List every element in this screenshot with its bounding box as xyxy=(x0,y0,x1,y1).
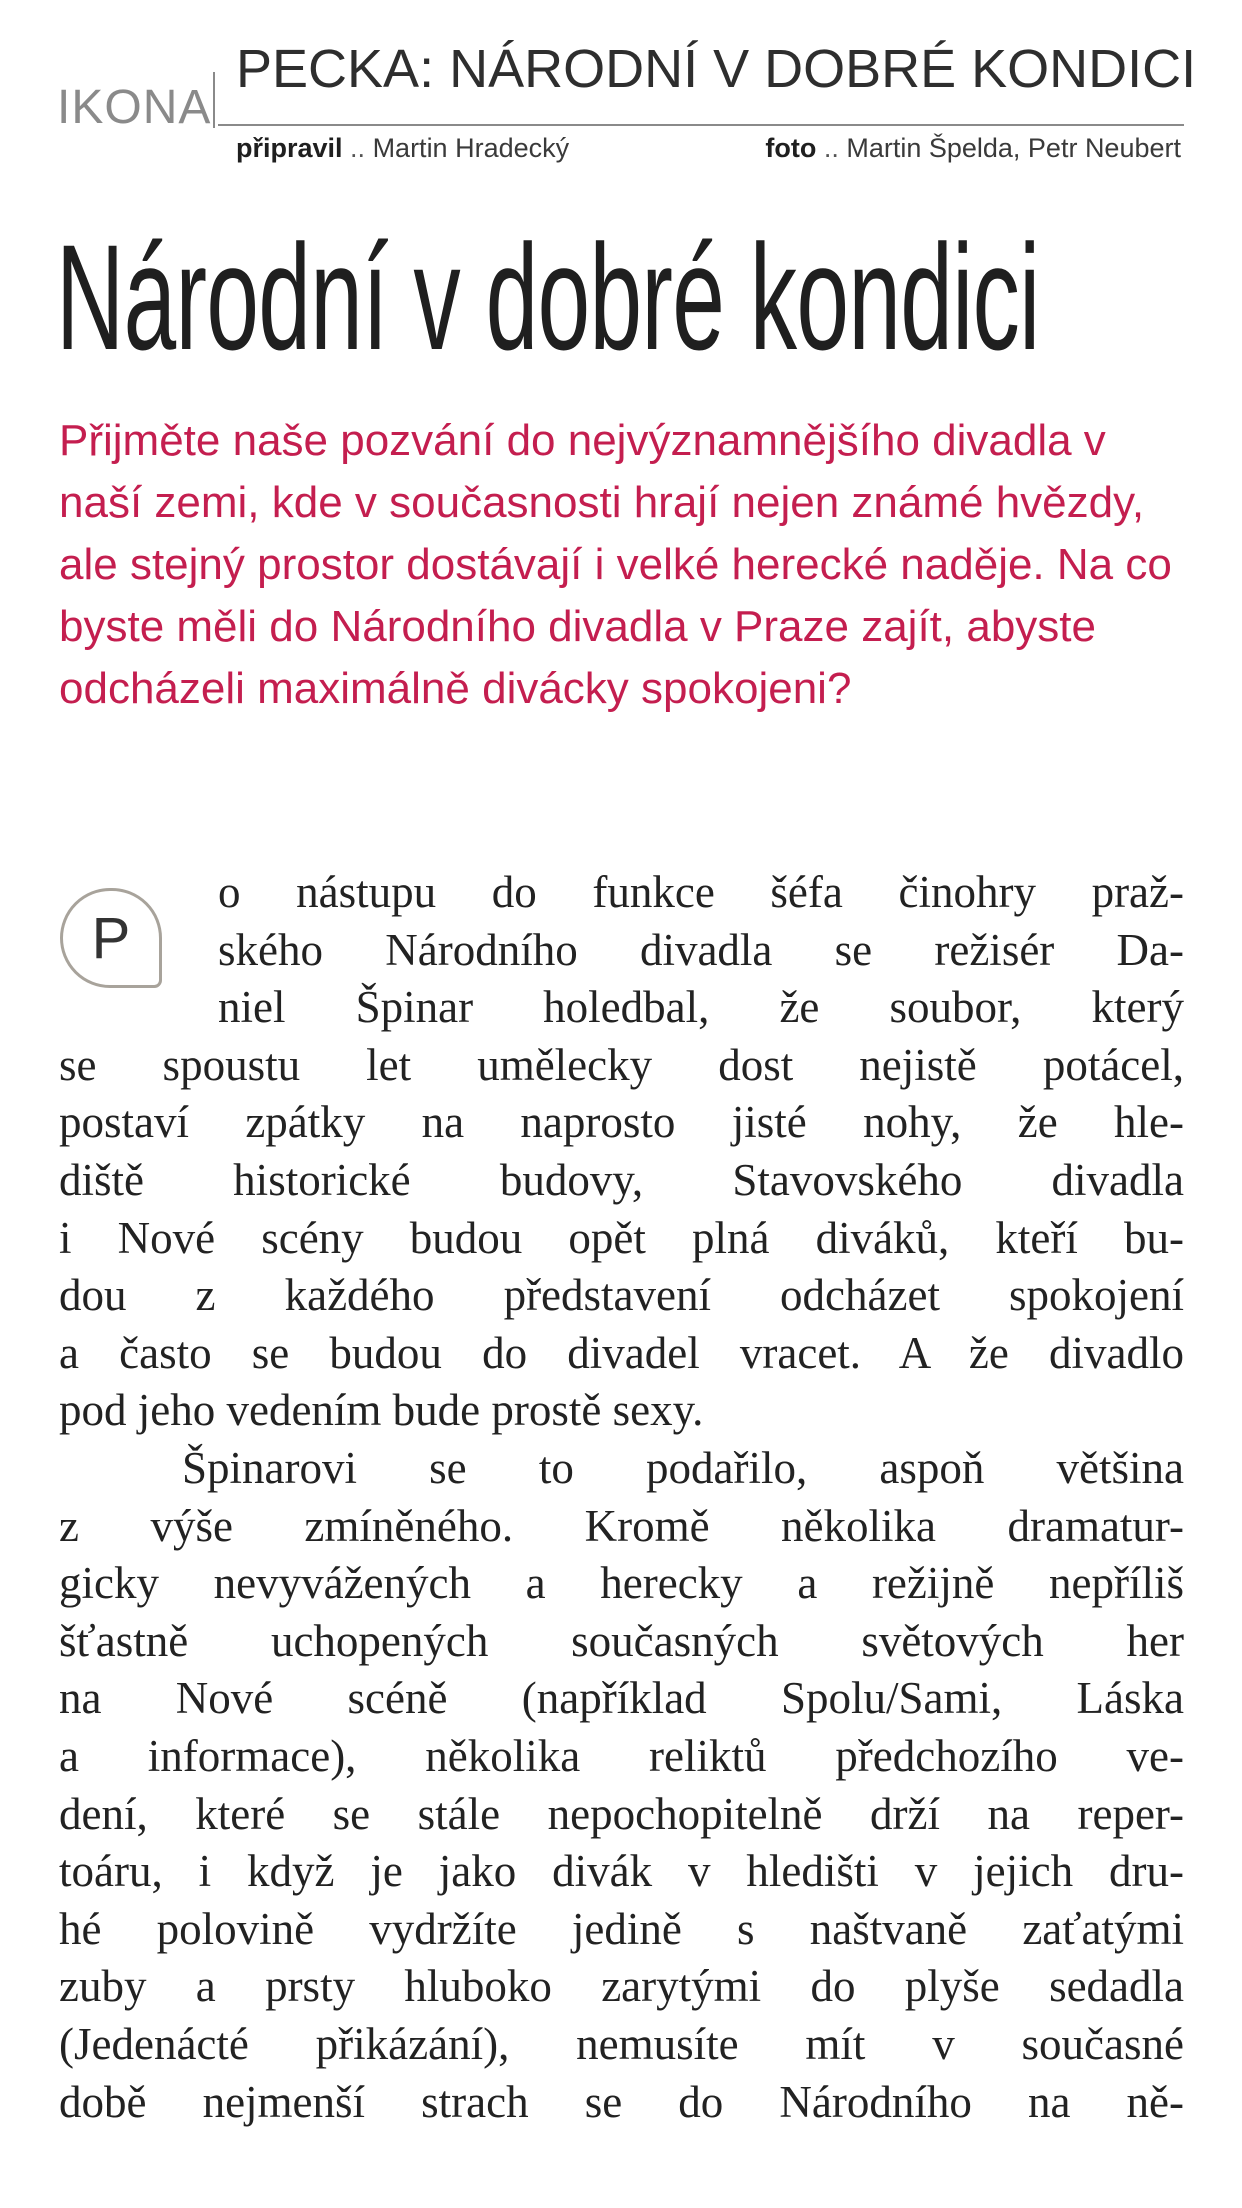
body-line: hé polovině vydržíte jedině s naštvaně zaťatými xyxy=(59,1904,1184,1954)
body-line: postaví zpátky na naprosto jisté nohy, že hle- xyxy=(59,1097,1184,1147)
prepared-author: Martin Hradecký xyxy=(372,133,570,163)
body-line: diště historické budovy, Stavovského divadla xyxy=(59,1155,1184,1205)
prepared-by xyxy=(236,133,569,163)
body-line: i Nové scény budou opět plná diváků, kteří bu- xyxy=(59,1213,1184,1263)
photo-label: foto xyxy=(765,133,817,163)
body-line: dou z každého představení odcházet spokojení xyxy=(59,1270,1184,1320)
body-line: Špinarovi se to podařilo, aspoň většina xyxy=(182,1443,1184,1493)
body-line: niel Špinar holedbal, že soubor, který xyxy=(218,982,1184,1032)
photo-authors: Martin Špelda, Petr Neubert xyxy=(846,133,1181,163)
body-line: a často se budou do divadel vracet. A že divadlo xyxy=(59,1328,1184,1378)
credits-line xyxy=(236,133,1184,164)
body-line: pod jeho vedením bude prostě sexy. xyxy=(59,1385,704,1435)
photo-credit xyxy=(765,133,1181,164)
body-line: na Nové scéně (například Spolu/Sami, Láska xyxy=(59,1673,1184,1723)
section-logo: IKONA xyxy=(57,81,212,134)
body-line: se spoustu let umělecky dost nejistě potácel, xyxy=(59,1040,1184,1090)
article-lead: Přijměte naše pozvání do nejvýznamnějšího divadla v naší zemi, kde v současnosti hrají nejen známé hvězdy, ale stejný prostor dostávají i velké herecké naděje. Na co byste měli do Národního divadla v Praze zajít, abyste odcházeli maximálně divácky spokojeni? xyxy=(59,416,1172,713)
body-line: z výše zmíněného. Kromě několika dramatur- xyxy=(59,1501,1184,1551)
body-line: gicky nevyvážených a herecky a režijně nepříliš xyxy=(59,1558,1184,1608)
body-line: zuby a prsty hluboko zarytými do plyše sedadla xyxy=(59,1961,1184,2011)
body-line: a informace), několika reliktů předchozího ve- xyxy=(59,1731,1184,1781)
body-line: době nejmenší strach se do Národního na ně- xyxy=(59,2077,1184,2127)
body-line: dení, které se stále nepochopitelně drží na reper- xyxy=(59,1789,1184,1839)
header-divider xyxy=(213,72,215,128)
body-line: (Jedenácté přikázání), nemusíte mít v současné xyxy=(59,2019,1184,2069)
body-line: o nástupu do funkce šéfa činohry praž- xyxy=(218,867,1184,917)
prepared-label: připravil xyxy=(236,133,343,163)
article-headline: Národní v dobré kondici xyxy=(56,213,1040,381)
photo-separator: .. xyxy=(816,133,847,163)
drop-cap: P xyxy=(60,888,162,988)
body-line: šťastně uchopených současných světových her xyxy=(59,1616,1184,1666)
body-line: ského Národního divadla se režisér Da- xyxy=(218,925,1184,975)
prepared-separator: .. xyxy=(342,133,373,163)
kicker-title: PECKA: NÁRODNÍ V DOBRÉ KONDICI xyxy=(236,39,1197,99)
header-rule xyxy=(218,124,1184,126)
body-line: toáru, i když je jako divák v hledišti v jejich dru- xyxy=(59,1846,1184,1896)
